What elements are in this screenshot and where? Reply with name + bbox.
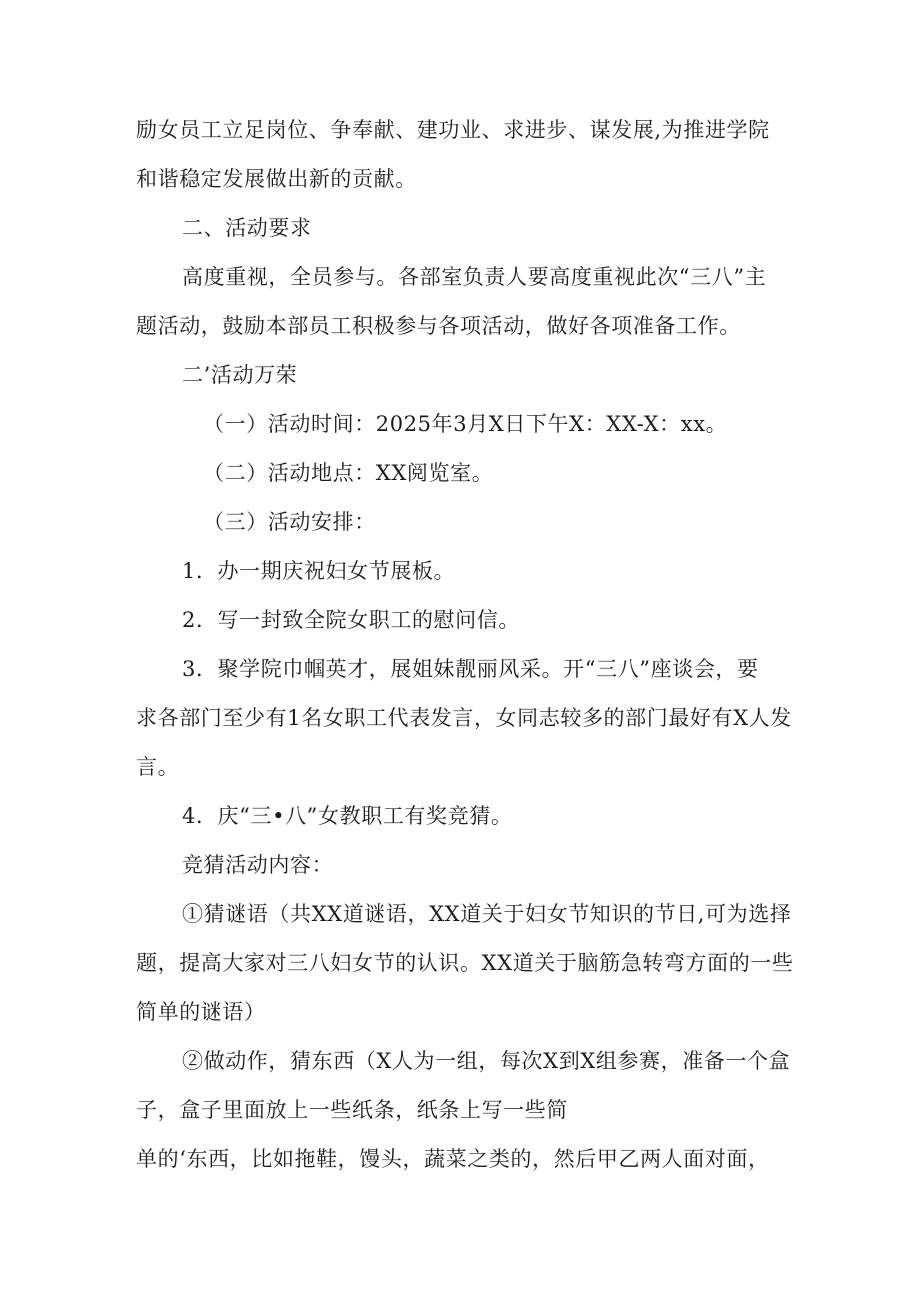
activity-time-line: （一）活动时间：2025年3月X日下午X：XX-X：xx。 — [203, 412, 728, 436]
activity-arrangement-heading: （三）活动安排： — [203, 510, 376, 534]
body-text-line: 子，盒子里面放上一些纸条，纸条上写一些简 — [136, 1098, 568, 1122]
body-text-line: 题活动，鼓励本部员工积极参与各项活动，做好各项准备工作。 — [136, 314, 741, 338]
body-text-line: 单的‘东西，比如拖鞋，馒头，蔬菜之类的，然后甲乙两人面对面， — [136, 1147, 770, 1171]
list-item: 2．写一封致全院女职工的慰问信。 — [182, 608, 520, 632]
list-item: 3．聚学院巾帼英才，展姐妹靓丽风采。开“三八”座谈会，要 — [182, 657, 759, 681]
activity-location-line: （二）活动地点：XX阅览室。 — [203, 461, 494, 485]
body-text-line: 题，提高大家对三八妇女节的认识。XX道关于脑筋急转弯方面的一些 — [136, 951, 794, 975]
section-heading: 二’活动万荣 — [182, 363, 298, 387]
body-text-line: 简单的谜语） — [136, 1000, 266, 1024]
sub-heading: 竞猜活动内容： — [182, 853, 334, 877]
list-item: ②做动作，猜东西（X人为一组，每次X到X组参赛，准备一个盒 — [182, 1049, 791, 1073]
body-text-line: 求各部门至少有1名女职工代表发言，女同志较多的部门最好有X人发 — [136, 706, 792, 730]
list-item: 4．庆“三•八”女教职工有奖竞猜。 — [182, 804, 513, 828]
list-item: 1．办一期庆祝妇女节展板。 — [182, 559, 456, 583]
body-text-line: 高度重视，全员参与。各部室负责人要高度重视此次“三八”主 — [182, 265, 767, 289]
body-text-line: 励女员工立足岗位、争奉献、建功业、求进步、谋发展,为推进学院 — [136, 118, 770, 142]
body-text-line: 言。 — [136, 755, 180, 779]
section-heading: 二、活动要求 — [182, 216, 312, 240]
body-text-line: 和谐稳定发展做出新的贡献。 — [136, 167, 417, 191]
list-item: ①猜谜语（共XX道谜语，XX道关于妇女节知识的节日,可为选择 — [182, 902, 792, 926]
